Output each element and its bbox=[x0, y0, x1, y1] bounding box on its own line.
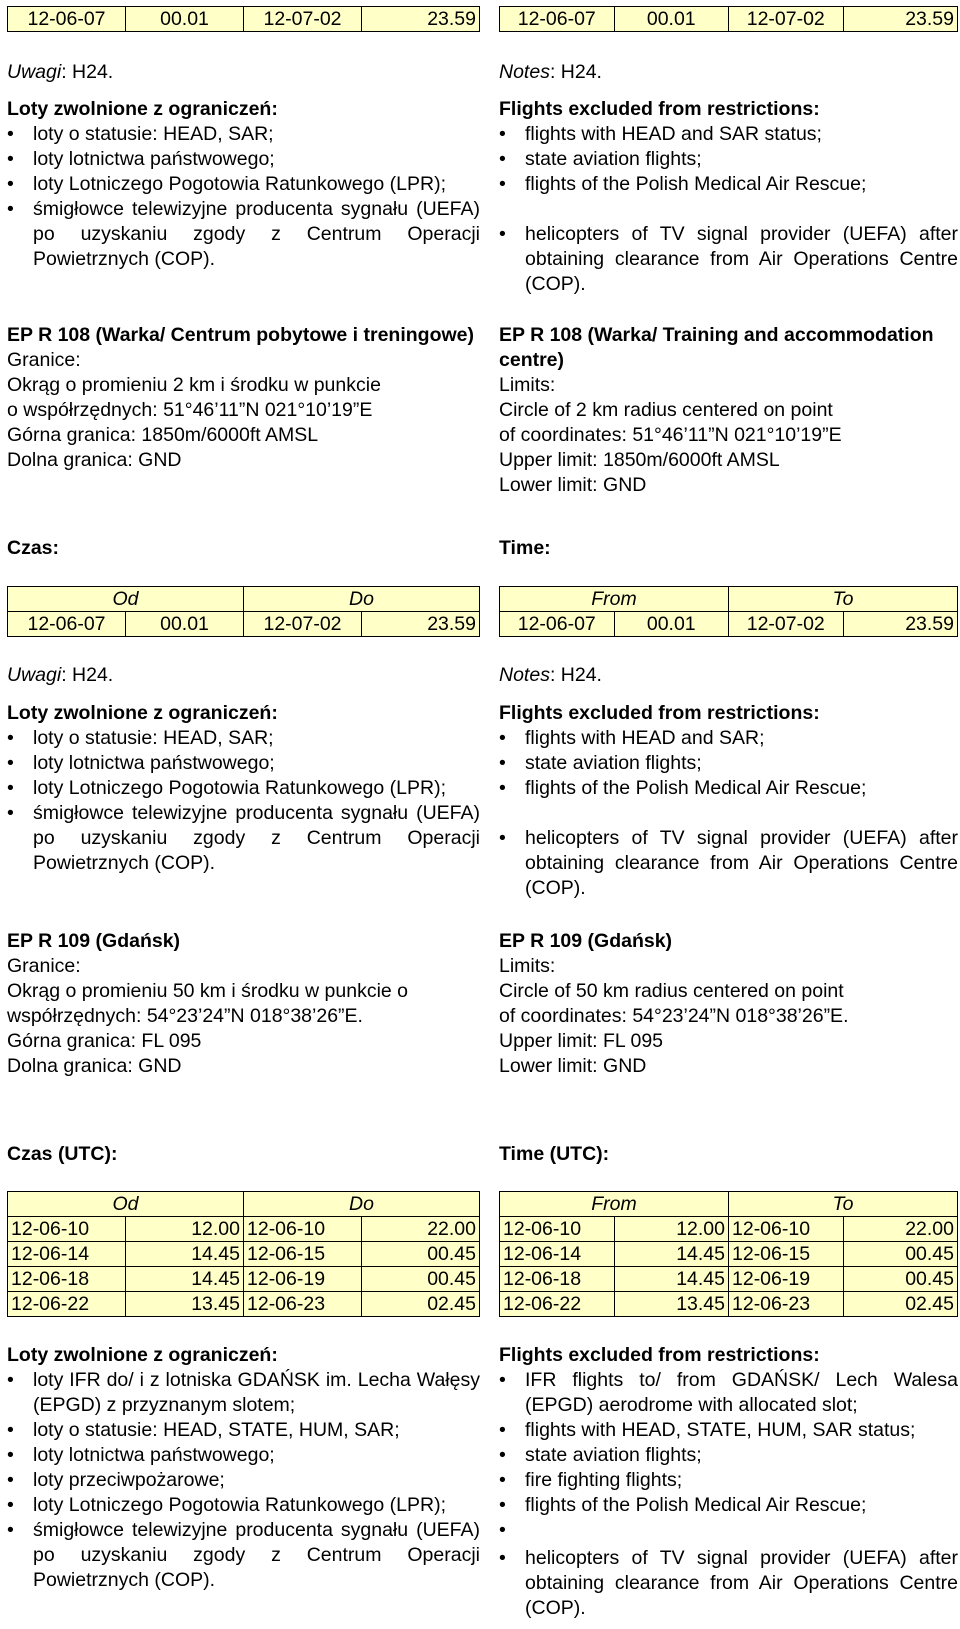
table-cell: 23.59 bbox=[362, 7, 480, 32]
table-cell: 14.45 bbox=[614, 1267, 729, 1292]
table-cell: 13.45 bbox=[126, 1292, 244, 1317]
exclusions-title: Loty zwolnione z ograniczeń: bbox=[7, 98, 278, 120]
table-cell: 12-06-14 bbox=[8, 1242, 126, 1267]
exclusions-list bbox=[499, 726, 958, 901]
list-item: • flights with HEAD and SAR; bbox=[499, 727, 765, 749]
list-item: • state aviation flights; bbox=[499, 148, 702, 170]
limits-line: Upper limit: FL 095 bbox=[499, 1030, 664, 1052]
table-cell: 12-06-15 bbox=[244, 1242, 362, 1267]
table-row bbox=[500, 1267, 958, 1292]
exclusions-list bbox=[499, 1368, 958, 1621]
list-item: • śmigłowce telewizyjne producenta sygnału (UEFA) po uzyskaniu zgody z Centrum Operacji Powietrznych (COP). bbox=[7, 802, 480, 874]
pl-r108-schedule-table bbox=[7, 586, 480, 637]
from-header: From bbox=[500, 587, 729, 612]
limits-label: Granice: bbox=[7, 349, 81, 371]
en-exclusions-block-1 bbox=[499, 97, 958, 297]
table-cell: 00.01 bbox=[614, 612, 729, 637]
list-item: • helicopters of TV signal provider (UEFA) after obtaining clearance from Air Operations Centre (COP). bbox=[499, 223, 958, 295]
notes-label: Uwagi bbox=[7, 61, 62, 83]
table-cell: 12-06-07 bbox=[8, 7, 126, 32]
limits-label: Granice: bbox=[7, 955, 81, 977]
list-item: • flights of the Polish Medical Air Rescue; bbox=[499, 173, 867, 195]
exclusions-title: Flights excluded from restrictions: bbox=[499, 1344, 820, 1366]
table-cell: 02.45 bbox=[843, 1292, 958, 1317]
limits-line: of coordinates: 51°46’11”N 021°10’19”E bbox=[499, 424, 842, 446]
limits-line: Okrąg o promieniu 2 km i środku w punkcie bbox=[7, 374, 381, 396]
list-item: • śmigłowce telewizyjne producenta sygnału (UEFA) po uzyskaniu zgody z Centrum Operacji Powietrznych (COP). bbox=[7, 1519, 480, 1591]
limits-line: Dolna granica: GND bbox=[7, 1055, 182, 1077]
notes-label: Notes bbox=[499, 61, 550, 83]
table-header-row bbox=[8, 1192, 480, 1217]
table-row bbox=[8, 1217, 480, 1242]
list-item: • state aviation flights; bbox=[499, 752, 702, 774]
exclusions-list bbox=[499, 122, 958, 297]
en-r108-schedule-table bbox=[499, 586, 958, 637]
zone-title: EP R 108 (Warka/ Centrum pobytowe i treningowe) bbox=[7, 324, 475, 346]
zone-title: EP R 108 (Warka/ Training and accommodation centre) bbox=[499, 324, 934, 371]
list-item: • loty Lotniczego Pogotowia Ratunkowego (LPR); bbox=[7, 1494, 446, 1516]
limits-line: o współrzędnych: 51°46’11”N 021°10’19”E bbox=[7, 399, 373, 421]
table-row bbox=[500, 1292, 958, 1317]
to-header: To bbox=[729, 1192, 958, 1217]
limits-line: Circle of 2 km radius centered on point bbox=[499, 399, 833, 421]
list-item: • loty o statusie: HEAD, SAR; bbox=[7, 727, 274, 749]
table-cell: 14.45 bbox=[126, 1267, 244, 1292]
table-cell: 12-06-10 bbox=[500, 1217, 615, 1242]
limits-line: Lower limit: GND bbox=[499, 474, 647, 496]
list-item: • loty przeciwpożarowe; bbox=[7, 1469, 225, 1491]
zone-title: EP R 109 (Gdańsk) bbox=[7, 930, 181, 952]
pl-r108-block bbox=[7, 323, 480, 473]
notes-label: Uwagi bbox=[7, 664, 62, 686]
list-item: • IFR flights to/ from GDAŃSK/ Lech Walesa (EPGD) aerodrome with allocated slot; bbox=[499, 1369, 958, 1416]
from-header: Od bbox=[8, 587, 244, 612]
from-header: From bbox=[500, 1192, 729, 1217]
list-item: • loty o statusie: HEAD, SAR; bbox=[7, 123, 274, 145]
table-cell: 14.45 bbox=[126, 1242, 244, 1267]
table-cell: 12-06-22 bbox=[500, 1292, 615, 1317]
notes-value: : H24. bbox=[549, 664, 602, 686]
en-top-schedule-table bbox=[499, 6, 958, 32]
table-cell: 23.59 bbox=[843, 7, 958, 32]
en-exclusions-block-2 bbox=[499, 701, 958, 901]
table-row bbox=[500, 612, 958, 637]
limits-line: of coordinates: 54°23’24”N 018°38’26”E. bbox=[499, 1005, 849, 1027]
list-item: • fire fighting flights; bbox=[499, 1469, 683, 1491]
en-time-utc-label: Time (UTC): bbox=[499, 1143, 610, 1165]
to-header: Do bbox=[244, 1192, 480, 1217]
table-row bbox=[8, 7, 480, 32]
table-cell: 12-06-10 bbox=[729, 1217, 844, 1242]
table-row bbox=[8, 1292, 480, 1317]
table-cell: 12-07-02 bbox=[729, 7, 844, 32]
list-item: • bbox=[499, 1519, 506, 1541]
list-item: • loty lotnictwa państwowego; bbox=[7, 1444, 275, 1466]
table-cell: 12.00 bbox=[126, 1217, 244, 1242]
table-cell: 12-06-19 bbox=[729, 1267, 844, 1292]
table-cell: 12-06-23 bbox=[244, 1292, 362, 1317]
table-cell: 00.45 bbox=[843, 1242, 958, 1267]
table-cell: 12-07-02 bbox=[244, 7, 362, 32]
en-exclusions-block-3 bbox=[499, 1343, 958, 1621]
exclusions-title: Flights excluded from restrictions: bbox=[499, 702, 820, 724]
limits-line: Upper limit: 1850m/6000ft AMSL bbox=[499, 449, 780, 471]
en-r109-schedule-table bbox=[499, 1191, 958, 1317]
table-cell: 12-07-02 bbox=[729, 612, 844, 637]
en-r109-block bbox=[499, 929, 958, 1079]
table-cell: 12.00 bbox=[614, 1217, 729, 1242]
exclusions-title: Loty zwolnione z ograniczeń: bbox=[7, 702, 278, 724]
limits-label: Limits: bbox=[499, 955, 556, 977]
table-row bbox=[500, 1217, 958, 1242]
en-notes-1 bbox=[499, 60, 958, 85]
table-cell: 14.45 bbox=[614, 1242, 729, 1267]
table-cell: 02.45 bbox=[362, 1292, 480, 1317]
table-cell: 00.45 bbox=[843, 1267, 958, 1292]
zone-title: EP R 109 (Gdańsk) bbox=[499, 930, 673, 952]
en-notes-2 bbox=[499, 663, 958, 688]
en-time-label: Time: bbox=[499, 537, 551, 559]
table-cell: 12-06-07 bbox=[500, 7, 615, 32]
list-item: • helicopters of TV signal provider (UEFA) after obtaining clearance from Air Operations Centre (COP). bbox=[499, 827, 958, 899]
pl-exclusions-block-1 bbox=[7, 97, 480, 272]
list-item: • śmigłowce telewizyjne producenta sygnału (UEFA) po uzyskaniu zgody z Centrum Operacji Powietrznych (COP). bbox=[7, 198, 480, 270]
pl-exclusions-block-3 bbox=[7, 1343, 480, 1593]
exclusions-title: Loty zwolnione z ograniczeń: bbox=[7, 1344, 278, 1366]
exclusions-list bbox=[7, 122, 480, 272]
pl-notes-2 bbox=[7, 663, 480, 688]
table-cell: 12-06-10 bbox=[244, 1217, 362, 1242]
list-item: • flights with HEAD, STATE, HUM, SAR status; bbox=[499, 1419, 916, 1441]
table-row bbox=[8, 1267, 480, 1292]
table-cell: 12-06-18 bbox=[500, 1267, 615, 1292]
limits-line: Circle of 50 km radius centered on point bbox=[499, 980, 844, 1002]
limits-line: Górna granica: 1850m/6000ft AMSL bbox=[7, 424, 319, 446]
from-header: Od bbox=[8, 1192, 244, 1217]
table-header-row bbox=[8, 587, 480, 612]
table-cell: 00.01 bbox=[126, 7, 244, 32]
list-item: • loty Lotniczego Pogotowia Ratunkowego (LPR); bbox=[7, 777, 446, 799]
list-item: • loty lotnictwa państwowego; bbox=[7, 752, 275, 774]
table-cell: 22.00 bbox=[362, 1217, 480, 1242]
list-item: • flights with HEAD and SAR status; bbox=[499, 123, 822, 145]
table-cell: 23.59 bbox=[843, 612, 958, 637]
table-cell: 12-06-18 bbox=[8, 1267, 126, 1292]
table-row bbox=[500, 7, 958, 32]
table-cell: 12-06-07 bbox=[500, 612, 615, 637]
table-cell: 12-06-10 bbox=[8, 1217, 126, 1242]
to-header: Do bbox=[244, 587, 480, 612]
notes-value: : H24. bbox=[61, 664, 114, 686]
table-cell: 12-07-02 bbox=[244, 612, 362, 637]
pl-notes-1 bbox=[7, 60, 480, 85]
table-cell: 00.45 bbox=[362, 1267, 480, 1292]
list-item: • loty o statusie: HEAD, STATE, HUM, SAR; bbox=[7, 1419, 400, 1441]
table-cell: 00.45 bbox=[362, 1242, 480, 1267]
pl-exclusions-block-2 bbox=[7, 701, 480, 876]
list-item: • helicopters of TV signal provider (UEFA) after obtaining clearance from Air Operations Centre (COP). bbox=[499, 1547, 958, 1619]
table-cell: 22.00 bbox=[843, 1217, 958, 1242]
table-cell: 00.01 bbox=[126, 612, 244, 637]
table-row bbox=[8, 1242, 480, 1267]
exclusions-list bbox=[7, 726, 480, 876]
table-cell: 12-06-19 bbox=[244, 1267, 362, 1292]
pl-top-schedule-table bbox=[7, 6, 480, 32]
list-item: • loty IFR do/ i z lotniska GDAŃSK im. Lecha Wałęsy (EPGD) z przyznanym slotem; bbox=[7, 1369, 480, 1416]
to-header: To bbox=[729, 587, 958, 612]
en-r108-block bbox=[499, 323, 958, 498]
pl-time-utc-label: Czas (UTC): bbox=[7, 1143, 118, 1165]
notes-label: Notes bbox=[499, 664, 550, 686]
list-item: • state aviation flights; bbox=[499, 1444, 702, 1466]
table-row bbox=[8, 612, 480, 637]
pl-r109-schedule-table bbox=[7, 1191, 480, 1317]
list-item: • loty lotnictwa państwowego; bbox=[7, 148, 275, 170]
exclusions-list bbox=[7, 1368, 480, 1593]
limits-line: Dolna granica: GND bbox=[7, 449, 182, 471]
table-row bbox=[500, 1242, 958, 1267]
table-cell: 13.45 bbox=[614, 1292, 729, 1317]
table-header-row bbox=[500, 1192, 958, 1217]
notes-value: : H24. bbox=[549, 61, 602, 83]
list-item: • loty Lotniczego Pogotowia Ratunkowego (LPR); bbox=[7, 173, 446, 195]
pl-r109-block bbox=[7, 929, 480, 1079]
table-header-row bbox=[500, 587, 958, 612]
pl-time-label: Czas: bbox=[7, 537, 60, 559]
limits-line: Górna granica: FL 095 bbox=[7, 1030, 202, 1052]
list-item: • flights of the Polish Medical Air Rescue; bbox=[499, 1494, 867, 1516]
list-item: • flights of the Polish Medical Air Rescue; bbox=[499, 777, 867, 799]
limits-line: Lower limit: GND bbox=[499, 1055, 647, 1077]
table-cell: 00.01 bbox=[614, 7, 729, 32]
notes-value: : H24. bbox=[61, 61, 114, 83]
table-cell: 12-06-14 bbox=[500, 1242, 615, 1267]
table-cell: 12-06-23 bbox=[729, 1292, 844, 1317]
limits-label: Limits: bbox=[499, 374, 556, 396]
table-cell: 12-06-15 bbox=[729, 1242, 844, 1267]
limits-line: Okrąg o promieniu 50 km i środku w punkcie o współrzędnych: 54°23’24”N 018°38’26”E. bbox=[7, 980, 409, 1027]
table-cell: 23.59 bbox=[362, 612, 480, 637]
table-cell: 12-06-07 bbox=[8, 612, 126, 637]
exclusions-title: Flights excluded from restrictions: bbox=[499, 98, 820, 120]
table-cell: 12-06-22 bbox=[8, 1292, 126, 1317]
